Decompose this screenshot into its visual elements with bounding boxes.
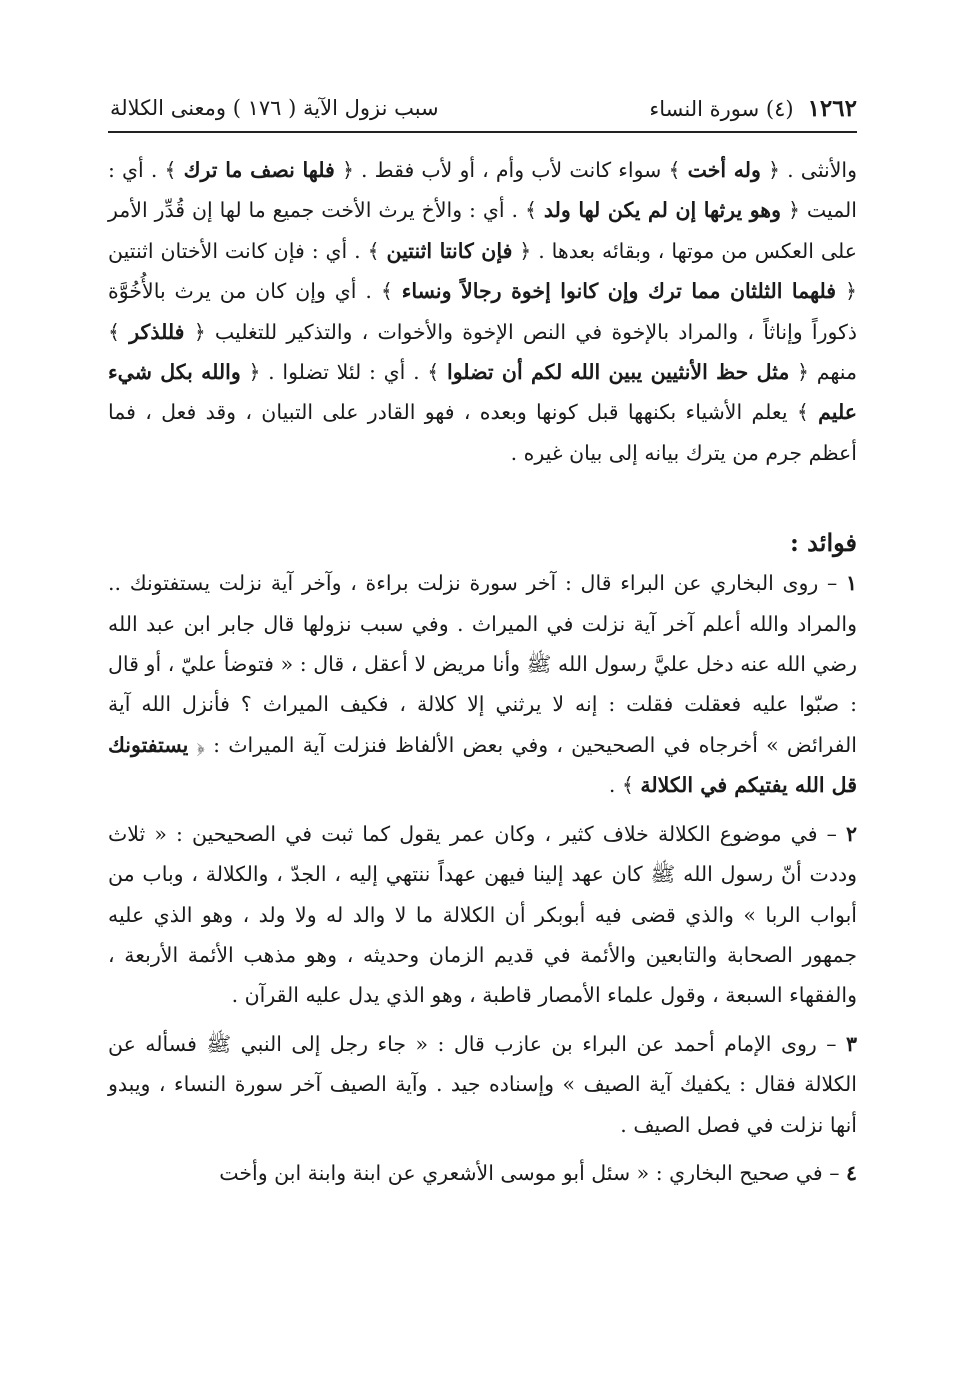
body-text: ﴾ . أي : الميت ﴿	[108, 158, 858, 223]
header-rule	[108, 131, 857, 133]
body-text: ﴾ . أي : فإن كانت الأختان اثنتين ﴿	[108, 238, 857, 304]
item-number: ١	[845, 571, 857, 596]
benefit-item	[108, 1024, 857, 1145]
benefit-item	[108, 814, 857, 1016]
quran-text: وهو يرثها إن لم يكن لها ولد	[543, 198, 782, 223]
body-text: – روى البخاري عن البراء قال : آخر سورة نزلت براءة ، وآخر آية نزلت يستفتونك .. والمراد والله أعلم آخر آية نزلت في الميراث . وفي سبب نزولها قال جابر ابن عبد الله رضي الله عنه دخل عليَّ رسول الله ﷺ وأنا مريض لا أعقل ، قال : « فتوضأ عليّ ، أو قال : صبّوا عليه فعقلت فقلت : إنه لا يرثني إلا كلالة ، فكيف الميراث ؟ فأنزل الله آية الفرائض » أخرجاه في الصحيحين ، وفي بعض الألفاظ فنزلت آية الميراث : ﴿	[108, 571, 857, 757]
section-topic: سبب نزول الآية ( ١٧٦ ) ومعنى الكلالة	[110, 96, 439, 120]
benefits-heading: فوائد :	[789, 528, 857, 558]
body-text: ﴾ .	[608, 773, 641, 798]
body-text: ﴾ . أي وإن كان من يرث بالأُخُوَّة ذكوراً وإناثاً ، والمراد بالإخوة في النص الإخوة والأخوات ، والتذكير للتغليب ﴿	[108, 279, 858, 344]
spacer	[108, 473, 857, 523]
body-text: ﴾ يعلم الأشياء بكنهها قبل كونها وبعده ، فهو القادر على التبيان ، وقد فعل ، فما أعظم جرم من يترك بيانه إلى بيان غيره .	[108, 400, 857, 465]
quran-text: فلهما الثلثان مما ترك وإن كانوا إخوة رجالاً ونساء	[401, 279, 837, 304]
body-text: – روى الإمام أحمد عن البراء بن عازب قال : « جاء رجل إلى النبي ﷺ فسأله عن الكلالة فقال : يكفيك آية الصيف » وإسناده جيد . وآية الصيف آخر سورة النساء ، ويبدو أنها نزلت في فصل الصيف .	[108, 1031, 857, 1137]
body-text: – في موضوع الكلالة خلاف كثير ، وكان عمر يقول كما ثبت في الصحيحين : « ثلاث وددت أنّ رسول الله ﷺ كان عهد إلينا فيهن عهداً ننتهي إليه ، الجدّ ، والكلالة ، وباب من أبواب الربا » والذي قضى فيه أبوبكر أن الكلالة ما لا والد له ولا ولد ، وهو الذي عليه جمهور الصحابة والتابعين والأئمة في قديم الزمان وحديثه ، وهو مذهب الأئمة الأربعة ، والفقهاء السبعة ، وقول علماء الأمصار قاطبة ، وهو الذي يدل عليه القرآن .	[108, 821, 857, 1008]
item-number: ٢	[845, 821, 857, 846]
page-header	[110, 88, 857, 128]
quran-text: فلها نصف ما ترك	[183, 158, 335, 182]
body-text: والأنثى . ﴿	[760, 158, 857, 182]
quran-text: فإن كانتا اثنتين	[386, 238, 513, 263]
quran-text: فللذكر	[129, 319, 185, 344]
intro-paragraph	[108, 150, 857, 473]
item-number: ٣	[845, 1031, 857, 1056]
surah-title: (٤) سورة النساء	[649, 96, 794, 121]
benefit-item	[108, 1153, 857, 1193]
quran-text: يستفتونك قل الله يفتيكم في الكلالة	[108, 732, 857, 798]
page-body	[108, 150, 857, 1193]
quran-text: والله بكل شيء عليم	[108, 360, 857, 425]
body-text: – في صحيح البخاري : « سئل أبو موسى الأشعري عن ابنة وابنة ابن وأخت	[219, 1160, 846, 1185]
quran-text: مثل حظ الأنثيين يبين الله لكم أن تضلوا	[447, 360, 790, 385]
header-right	[649, 95, 857, 122]
item-number: ٤	[845, 1160, 857, 1185]
body-text: ﴾ منهم ﴿	[108, 319, 857, 385]
quran-text: وله أخت	[687, 158, 761, 182]
benefit-item	[108, 563, 857, 805]
body-text: ﴾ سواء كانت لأب وأم ، أو لأب فقط . ﴿	[334, 158, 688, 182]
page-number: ١٢٦٢	[807, 94, 857, 122]
body-text: ﴾ . أي : والأخ يرث الأخت جميع ما لها إن قُدِّر الأمر على العكس من موتها ، وبقائه بعدها . ﴿	[108, 198, 858, 263]
body-text: ﴾ . أي : لئلا تضلوا . ﴿	[240, 360, 448, 385]
